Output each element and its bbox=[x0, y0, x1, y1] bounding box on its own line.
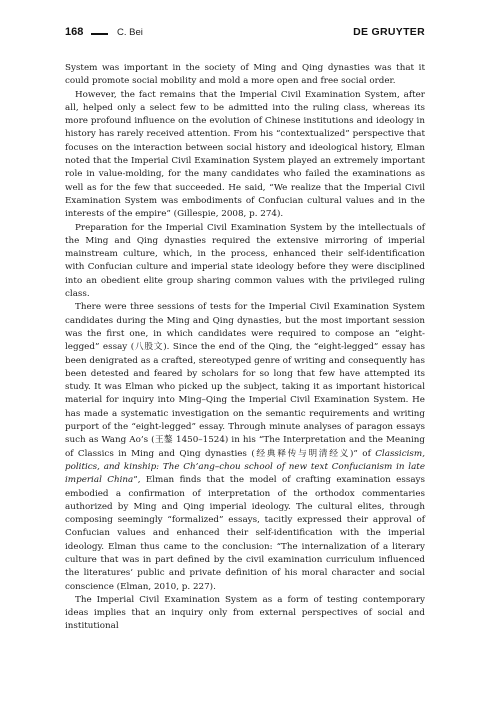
paragraph bbox=[65, 594, 425, 634]
book-title-italic: Classicism, politics, and kinship: The Ch’ang–chou school of new text Confucianism in late imperial China bbox=[65, 448, 425, 486]
paragraph-text: ”, Elman finds that the model of crafting examination essays embodied a confirmation of interpretation of the orthodox commentaries authorized by Ming and Qing imperial ideology. The cultural elites, through composing seemingly “formalized” essays, tacitly expressed their approval of Confucian values and enhanced their self-identification with the imperial ideology. Elman thus came to the conclusion: “The internalization of a literary culture that was in part defined by the civil examination curriculum influenced the literatures’ public and private definition of his moral character and social conscience (Elman, 2010, p. 227). bbox=[65, 475, 425, 592]
header-dash bbox=[91, 33, 108, 35]
paragraph bbox=[65, 62, 425, 89]
paragraph-text: The Imperial Civil Examination System as a form of testing contemporary ideas implies that an inquiry only from external perspectives of social and institutional bbox=[65, 594, 425, 632]
body-text bbox=[65, 62, 425, 634]
publisher-name: DE GRUYTER bbox=[353, 26, 425, 38]
running-header bbox=[65, 26, 425, 42]
paragraph bbox=[65, 89, 425, 222]
page-number: 168 bbox=[65, 26, 84, 38]
paragraph-text: Preparation for the Imperial Civil Examination System by the intellectuals of the Ming and Qing dynasties required the extensive mirroring of imperial mainstream culture, which, in the process, enhanced their self-identification with Confucian culture and imperial state ideology before they were disciplined into an obedient elite group sharing common values with the privileged ruling class. bbox=[65, 222, 425, 300]
paragraph bbox=[65, 301, 425, 594]
running-author: C. Bei bbox=[117, 27, 143, 38]
paragraph-text: However, the fact remains that the Imperial Civil Examination System, after all, helped only a select few to be admitted into the ruling class, whereas its more profound influence on the evolution of Chinese institutions and ideology in history has rarely received attention. From his “contextualized” perspective that focuses on the interaction between social history and ideological history, Elman noted that the Imperial Civil Examination System played an extremely important role in value-molding, for the many candidates who failed the examinations as well as for the few that succeeded. He said, “We realize that the Imperial Civil Examination System was embodiments of Confucian cultural values and in the interests of the empire” (Gillespie, 2008, p. 274). bbox=[65, 89, 425, 220]
paragraph-text: System was important in the society of Ming and Qing dynasties was that it could promote social mobility and mold a more open and free social order. bbox=[65, 63, 425, 87]
paragraph-text: There were three sessions of tests for the Imperial Civil Examination System candidates during the Ming and Qing dynasties, but the most important session was the first one, in which candidates were required to compose an “eight-legged” essay (八股文). Since the end of the Qing, the “eight-legged” essay has been denigrated as a crafted, stereotyped genre of writing and consequently has been detested and feared by scholars for so long that few have attempted its study. It was Elman who picked up the subject, taking it as important historical material for inquiry into Ming–Qing the Imperial Civil Examination System. He has made a systematic investigation on the semantic requirements and writing purport of the “eight-legged” essay. Through minute analyses of paragon essays such as Wang Ao’s (王鏊 1450–1524) in his “The Interpretation and the Meaning of Classics in Ming and Qing dynasties (经典释传与明清经义)” of bbox=[65, 302, 425, 459]
paragraph bbox=[65, 222, 425, 302]
